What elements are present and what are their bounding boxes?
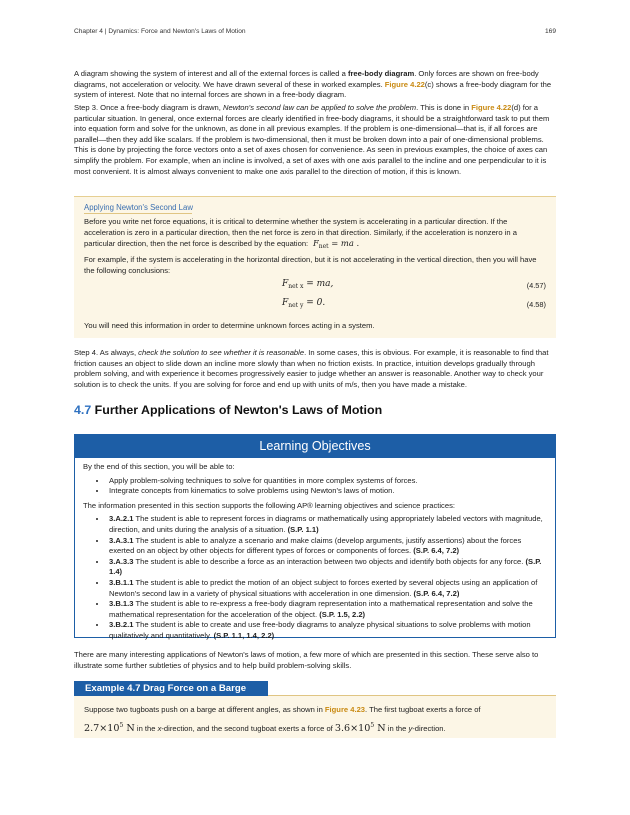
box-title: Applying Newton's Second Law xyxy=(84,203,193,212)
objective-text: The student is able to describe a force as an interaction between two objects and identify both objects for any force. xyxy=(133,556,526,566)
section-title: Further Applications of Newton's Laws of Motion xyxy=(91,403,383,417)
list-item: • Integrate concepts from kinematics to solve problems using Newton's laws of motion. xyxy=(107,486,547,497)
objective-code: 3.B.2.1 xyxy=(109,620,134,630)
equation-4-57 xyxy=(282,279,333,293)
force-value-1 xyxy=(84,723,135,734)
list-item xyxy=(107,620,547,641)
section-number: 4.7 xyxy=(74,403,92,417)
objective-text: The student is able to represent forces in diagrams or mathematically using appropriately labeled vectors with magnitude, direction, and units during the analysis of a situation. xyxy=(109,514,543,534)
math-rhs: = ma, xyxy=(303,279,334,289)
objective-text: The student is able to re-express a free-body diagram representation into a mathematical representation and solve the mathematical representation for the acceleration of the object. xyxy=(109,599,533,619)
text-run: . Only forces are shown on free-body diagrams, not acceleration or velocity. We have drawn several of these in worked examples. xyxy=(74,69,539,89)
objective-text: The student is able to create and use free-body diagrams to analyze physical situations to solve problems with motion qualitatively and quantitatively. xyxy=(109,620,531,640)
term-free-body-diagram: free-body diagram xyxy=(347,69,415,78)
box-paragraph-3 xyxy=(84,321,546,332)
objective-code: 3.B.1.1 xyxy=(109,577,134,587)
axis-name: x xyxy=(157,724,162,734)
math-symbol: F xyxy=(312,238,319,249)
force-value-2 xyxy=(335,723,386,734)
title-underline xyxy=(84,213,192,214)
paragraph-applications xyxy=(74,650,556,671)
example-heading: Example 4.7 Drag Force on a Barge xyxy=(74,681,268,696)
figure-link[interactable]: Figure 4.22 xyxy=(471,103,512,112)
math-exponent: 5 xyxy=(119,722,124,729)
example-text xyxy=(84,702,546,737)
math-mantissa: 2.7×10 xyxy=(84,723,120,735)
figure-link[interactable]: Figure 4.23 xyxy=(324,705,366,714)
learning-objectives-box xyxy=(74,434,556,638)
text-run: . In some cases, this is obvious. For example, it is reasonable to find that friction causes an object to slide down an incline more slowly than when no friction exists. In practice, intuition develops gradually through problem solving, and with experience it becomes progressively easier to judge whether an answer is reasonable. Another way to check your solution is to check the units. If you are solving for force and end up with units of m/s, then you have made a mistake. xyxy=(74,348,549,389)
math-subscript: net x xyxy=(288,283,304,290)
objective-code: 3.A.3.3 xyxy=(109,556,134,566)
objective-code: 3.A.3.1 xyxy=(109,535,134,545)
objective-code: 3.A.2.1 xyxy=(109,514,134,524)
list-item xyxy=(107,557,547,578)
ap-objective-list xyxy=(83,514,547,641)
math-rhs: = ma . xyxy=(328,238,360,249)
math-symbol: F xyxy=(282,279,289,289)
lo-bullet-list xyxy=(83,476,547,497)
section-heading xyxy=(74,405,382,416)
text-run: -direction, and the second tugboat exerts a force of xyxy=(161,724,335,734)
figure-link[interactable]: Figure 4.22 xyxy=(384,79,425,89)
text-run: . The first tugboat exerts a force of xyxy=(365,705,481,714)
math-mantissa: 3.6×10 xyxy=(334,723,371,735)
text-run: Before you write net force equations, it is critical to determine whether the system is accelerating in a particular direction. If the acceleration is zero in a particular direction, then the net force is zero in that direction. Similarly, if the acceleration is nonzero in a particular direction, then the net force is described by the equation: xyxy=(84,217,517,249)
equation-4-58 xyxy=(282,298,325,312)
objective-text: The student is able to predict the motion of an object subject to forces exerted by several objects using an application of Newton's second law in a variety of physical situations with acceleration in one dimension. xyxy=(109,577,538,598)
science-practice: (S.P. 6.4, 7.2) xyxy=(413,588,460,598)
learning-objectives-heading: Learning Objectives xyxy=(75,435,555,458)
objective-text: The student is able to analyze a scenario and make claims (develop arguments, justify assertions) about the forces exerted on an object by other objects for different types of forces or components of forces. xyxy=(109,535,522,556)
text-run: (d) for a particular situation. In general, once external forces are clearly identified in free-body diagrams, it should be a straightforward task to put them into equation form and solve for the unknown, as done in all previous examples. If the problem is one-dimensional—that is, if all forces are parallel—then they add like scalars. If the problem is two-dimensional, then it must be broken down into a pair of one-dimensional problems. This is done by projecting the force vectors onto a set of axes chosen for convenience. As seen in previous examples, the choice of axes can simplify the problem. For example, when an incline is involved, a set of axes with one axis parallel to the incline and one perpendicular to it is most convenient. It is almost always convenient to make one axis parallel to the direction of motion, if this is known. xyxy=(74,103,550,176)
box-paragraph-2 xyxy=(84,255,546,276)
list-item: • Apply problem-solving techniques to solve for quantities in more complex systems of forces. xyxy=(107,476,547,487)
emphasis: Newton's second law can be applied to solve the problem xyxy=(223,103,417,112)
paragraph-step-4 xyxy=(74,348,556,390)
equation-number: (4.58) xyxy=(526,300,546,309)
science-practice: (S.P. 1.5, 2.2) xyxy=(319,609,366,619)
text-run: in the xyxy=(385,724,409,734)
axis-name: y xyxy=(408,724,413,734)
science-practice: (S.P. 1.1, 1.4, 2.2) xyxy=(213,630,275,640)
math-symbol: F xyxy=(282,298,289,308)
emphasis: check the solution to see whether it is reasonable xyxy=(138,348,305,357)
lo-intro: By the end of this section, you will be able to: xyxy=(83,462,235,471)
science-practice: (S.P. 1.4) xyxy=(109,556,542,577)
page-number: 169 xyxy=(544,28,556,35)
math-unit: N xyxy=(374,723,386,735)
paragraph-step-3 xyxy=(74,103,556,177)
text-run: (c) shows a free-body diagram for the system of interest. Note that no internal forces are shown in a free-body diagram. xyxy=(74,79,552,100)
math-exponent: 5 xyxy=(370,722,375,729)
text-run: Step 3. Once a free-body diagram is drawn, xyxy=(74,103,223,112)
ap-intro: The information presented in this section supports the following AP® learning objectives and science practices: xyxy=(83,500,455,510)
text-run: Step 4. As always, xyxy=(74,348,139,357)
equation-number: (4.57) xyxy=(526,281,546,290)
text-run: There are many interesting applications of Newton's laws of motion, a few more of which are presented in this section. These serve also to illustrate some further subtleties of physics and to help build problem-solving skills. xyxy=(74,650,539,670)
text-run: Suppose two tugboats push on a barge at different angles, as shown in xyxy=(84,705,325,714)
list-item xyxy=(107,536,547,557)
science-practice: (S.P. 6.4, 7.2) xyxy=(413,546,460,556)
text-run: A diagram showing the system of interest and all of the external forces is called a xyxy=(74,69,348,78)
text-run: You will need this information in order to determine unknown forces acting in a system. xyxy=(84,321,375,330)
list-item xyxy=(107,599,547,620)
text-run: For example, if the system is accelerating in the horizontal direction, but it is not accelerating in the vertical direction, then you will have the following conclusions: xyxy=(84,255,537,275)
box-paragraph-1 xyxy=(84,217,546,253)
learning-objectives-body xyxy=(75,458,555,642)
objective-code: 3.B.1.3 xyxy=(109,599,134,609)
math-unit: N xyxy=(123,723,135,735)
running-header xyxy=(74,27,556,38)
example-body xyxy=(74,696,556,738)
inline-equation xyxy=(310,238,360,251)
math-subscript: net xyxy=(318,243,329,251)
text-run: . This is done in xyxy=(416,103,472,112)
math-rhs: = 0. xyxy=(303,298,326,308)
text-run: in the xyxy=(134,724,158,734)
math-subscript: net y xyxy=(288,302,304,309)
list-item xyxy=(107,514,547,535)
text-run: -direction. xyxy=(412,724,446,734)
chapter-title: Chapter 4 | Dynamics: Force and Newton's Laws of Motion xyxy=(74,28,246,35)
science-practice: (S.P. 1.1) xyxy=(287,524,319,534)
list-item xyxy=(107,578,547,599)
paragraph-free-body xyxy=(74,69,556,101)
applying-newtons-second-law-box xyxy=(74,196,556,338)
